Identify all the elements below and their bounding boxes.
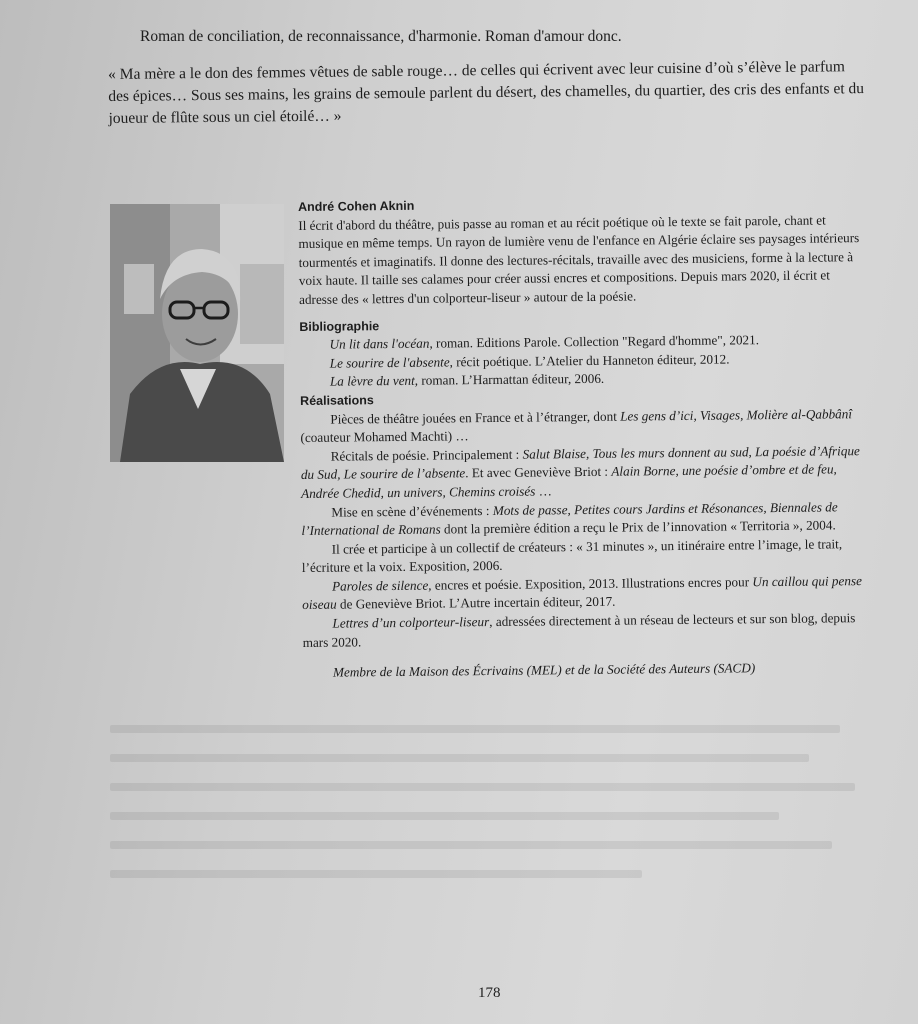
- bibliography-item: Le sourire de l'absente, récit poétique. L’Atelier du Hanneton éditeur, 2012.: [329, 351, 730, 371]
- author-bio: Il écrit d'abord du théâtre, puis passe au roman et au récit poétique où le texte se fait parole, chant et musique en même temps. Un rayon de lumière venu de l'enfance en Algérie éclaire ses paysages intérieurs tourmentés et imaginatifs. Il donne des lectures-récitals, travaille avec des musiciens, forme à la lecture à voix haute. Il taille ses calames pour créer aussi encres et compositions. Depuis mars 2020, il écrit et adresse des « lettres d'un colporteur-liseur » autour de la poésie.: [298, 212, 860, 307]
- bibliographie-heading: Bibliographie: [299, 318, 380, 334]
- realisation-recitals: Récitals de poésie. Principalement : Salut Blaise, Tous les murs donnent au sud, La poésie d’Afrique du Sud, Le sourire de l’absente. Et avec Geneviève Briot : Alain Borne, une poésie d’ombre et de feu, Andrée Chedid, un univers, Chemins croisés …: [300, 442, 860, 501]
- author-photo: [110, 204, 284, 462]
- realisation-exhibition: Paroles de silence, encres et poésie. Exposition, 2013. Illustrations encres pour Un caillou qui pense oiseau de Geneviève Briot. L’Autre incertain éditeur, 2017.: [302, 572, 862, 613]
- membership-note: Membre de la Maison des Écrivains (MEL) et de la Société des Auteurs (SACD): [332, 660, 756, 680]
- bibliography-item: Un lit dans l'océan, roman. Editions Parole. Collection "Regard d'homme", 2021.: [329, 332, 760, 352]
- bleed-through-text: [110, 725, 870, 905]
- realisation-letters: Lettres d’un colporteur-liseur, adressées directement à un réseau de lecteurs et sur son blog, depuis mars 2020.: [302, 610, 856, 650]
- page-number: 178: [478, 985, 501, 1001]
- author-name: André Cohen Aknin: [298, 198, 415, 214]
- realisation-collective: Il crée et participe à un collectif de créateurs : « 31 minutes », un itinéraire entre l’image, le trait, l’écriture et la voix. Exposition, 2006.: [301, 536, 843, 576]
- quote-paragraph: « Ma mère a le don des femmes vêtues de sable rouge… de celles qui écrivent avec leur cuisine d’où s’élève le parfum des épices… Sous ses mains, les grains de semoule parlent du désert, des chamelles, du quartier, des cris des enfants et du joueur de flûte sous un ciel étoilé… »: [108, 58, 865, 127]
- realisation-theatre: Pièces de théâtre jouées en France et à l’étranger, dont Les gens d’ici, Visages, Molière al-Qabbânî (coauteur Mohamed Machti) …: [300, 405, 853, 446]
- bibliography-item: La lèvre du vent, roman. L’Harmattan éditeur, 2006.: [329, 371, 605, 390]
- author-section: [298, 192, 873, 683]
- realisation-events: Mise en scène d’événements : Mots de passe, Petites cours Jardins et Résonances, Biennales de l’International de Romans dont la première édition a reçu le Prix de l’innovation « Territoria », 2004.: [301, 498, 838, 539]
- realisations-heading: Réalisations: [300, 393, 374, 408]
- intro-line: Roman de conciliation, de reconnaissance, d'harmonie. Roman d'amour donc.: [140, 28, 622, 45]
